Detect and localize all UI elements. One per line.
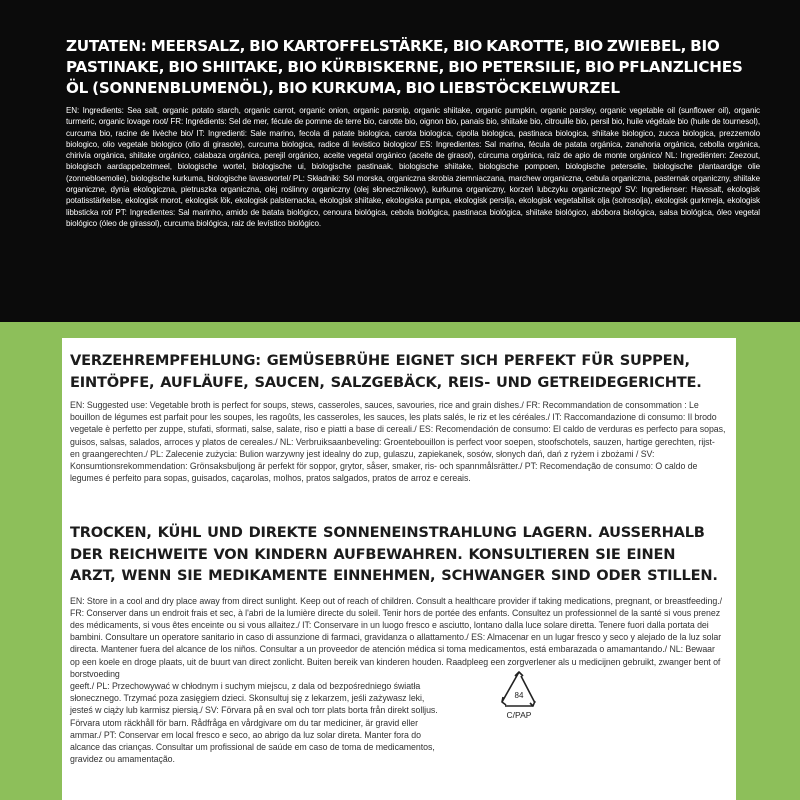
storage-heading: TROCKEN, KÜHL UND DIREKTE SONNENEINSTRAHLUNG LAGERN. AUSSERHALB DER REICHWEITE VON KINDERN AUFBEWAHREN. KONSULTIEREN SIE EINEN ARZT, WENN SIE MEDIKAMENTE EINNEHMEN, SCHWANGER SIND ODER STILLEN. [70,524,718,584]
ingredients-translations: EN: Ingredients: Sea salt, organic potato starch, organic carrot, organic onion, organic parsnip, organic shiitake, organic pumpkin, organic parsley, organic vegetable oil (sunflower oil), organic turmeric, organic lovage root/ FR: Ingrédients: Sel de mer, fécule de pomme de terre bio, carotte bio, oignon bio, panais bio, shiitake bio, citrouille bio, persil bio, huile végétale bio (huile de tournesol), curcuma bio, racine de livèche bio/ IT: Ingredienti: Sale marino, fecola di patate biologica, carota biologica, cipolla biologica, pastinaca biologica, shiitake biologico, zucca biologica, prezzemolo biologico, olio vegetale biologico (olio di girasole), curcuma biologica, radice di levistico biologico/ ES: Ingredientes: Sal marina, fécula de patata orgánica, zanahoria orgánica, cebolla orgánica, chirivía orgánica, shiitake orgánico, calabaza orgánica, perejil orgánico, aceite vegetal orgánico (aceite de girasol), cúrcuma orgánica, raíz de apio de monte orgánico/ NL: Ingrediënten: Zeezout, biologisch aardappelzetmeel, biologische wortel, biologische ui, biologische pastinaak, biologische shiitake, biologische pompoen, biologische peterselie, biologische plantaardige olie (zonnebloemolie), biologische kurkuma, biologische lavaswortel/ PL: Składniki: Sól morska, organiczna skrobia ziemniaczana, marchew organiczna, cebula organiczna, pasternak organiczny, shiitake organiczne, dynia ekologiczna, pietruszka organiczna, olej roślinny organiczny (olej słonecznikowy), kurkuma organiczny, korzeń lubczyku organicznego/ SV: Ingredienser: Havssalt, ekologisk potatisstärkelse, ekologisk morot, ekologisk lök, ekologisk palsternacka, ekologisk shiitake, ekologiska pumpa, ekologisk persilja, ekologisk vegetabilisk olja (solrosolja), ekologisk gurkmeja, ekologisk libbsticka rot/ PT: Ingredientes: Sal marinho, amido de batata biológico, cenoura biológica, cebola biológica, pastinaca biológica, shiitake biológico, abóbora biológica, salsa biológica, óleo vegetal biológico (óleo de girassol), curcuma biológica, raiz de levístico biológico. [66,106,760,228]
ingredients-heading: ZUTATEN: MEERSALZ, BIO KARTOFFELSTÄRKE, BIO KAROTTE, BIO ZWIEBEL, BIO PASTINAKE, BIO SHIITAKE, BIO KÜRBISKERNE, BIO PETERSILIE, BIO PFLANZLICHES ÖL (SONNENBLUMENÖL), BIO KURKUMA, BIO LIEBSTÖCKELWURZEL [66,37,743,97]
ingredients-panel [0,0,800,322]
storage-translations-continued: geeft./ PL: Przechowywać w chłodnym i suchym miejscu, z dala od bezpośredniego światła słonecznego. Trzymać poza zasięgiem dzieci. Skonsultuj się z lekarzem, jeśli zażywasz leki, jesteś w ciąży lub karmisz piersią./ SV: Förvara på en sval och torr plats borta från direkt solljus. Förvara utom räckhåll för barn. Rådfråga en vårdgivare om du tar mediciner, är gravid eller ammar./ PT: Conservar em local fresco e seco, ao abrigo da luz solar direta. Manter fora do alcance das crianças. Consultar um profissional de saúde em caso de toma de medicamentos, gravidez ou amamentação. [70,680,438,765]
storage-translations: EN: Store in a cool and dry place away from direct sunlight. Keep out of reach of children. Consult a healthcare provider if taking medications, pregnant, or breastfeeding./ FR: Conserver dans un endroit frais et sec, à l'abri de la lumière directe du soleil. Tenir hors de portée des enfants. Consultez un professionnel de la santé si vous prenez des médicaments, si vous êtes enceinte ou si vous allaitez./ IT: Conservare in un luogo fresco e asciutto, lontano dalla luce solare diretta. Tenere fuori dalla portata dei bambini. Consultare un operatore sanitario in caso di assunzione di farmaci, gravidanza o allattamento./ ES: Almacenar en un lugar fresco y seco y alejado de la luz solar directa. Mantener fuera del alcance de los niños. Consultar a un proveedor de atención médica si toma medicamentos, está embarazada o amamantando./ NL: Bewaar op een koele en droge plaats, uit de buurt van direct zonlicht. Buiten bereik van kinderen houden. Raadpleeg een zorgverlener als u medicijnen gebruikt, zwanger bent of borstvoeding [70,595,722,679]
usage-translations: EN: Suggested use: Vegetable broth is perfect for soups, stews, casseroles, sauces, savouries, rice and grain dishes./ FR: Recommandation de consommation : Le bouillon de légumes est parfait pour les soupes, les ragoûts, les casseroles, les sauces, les plats salés, le riz et les céréales./ IT: Raccomandazione di consumo: Il brodo vegetale è perfetto per zuppe, stufati, sformati, salse, salate, riso e piatti a base di cereali./ ES: Recomendación de consumo: El caldo de verduras es perfecto para sopas, guisos, salsas, salados, arroces y platos de cereales./ NL: Verbruiksaanbeveling: Groentebouillon is perfect voor soepen, stoofschotels, sauzen, hartige gerechten, rijst- en graangerechten./ PL: Zalecenie zużycia: Bulion warzywny jest idealny do zup, gulaszu, zapiekanek, sosów, słonych dań, dań z ryżem i zbożami / SV: Konsumtionsrekommendation: Grönsaksbuljong är perfekt för soppor, grytor, såser, smaker, ris- och spannmålsrätter./ PT: Recomendação de consumo: O caldo de legumes é perfeito para sopas, guisados, caçarolas, molhos, pratos salgados, pratos de arroz e cereais. [70,400,726,484]
recycling-triangle-icon [497,670,541,710]
recycling-mark [488,670,550,720]
storage-section [70,522,726,765]
usage-section [70,350,726,502]
recycling-label: C/PAP [506,710,532,720]
usage-heading: VERZEHREMPFEHLUNG: GEMÜSEBRÜHE EIGNET SICH PERFEKT FÜR SUPPEN, EINTÖPFE, AUFLÄUFE, SAUCEN, SALZGEBÄCK, REIS- UND GETREIDEGERICHTE. [70,352,702,391]
recycling-number: 84 [514,691,524,700]
info-panel [62,338,736,800]
